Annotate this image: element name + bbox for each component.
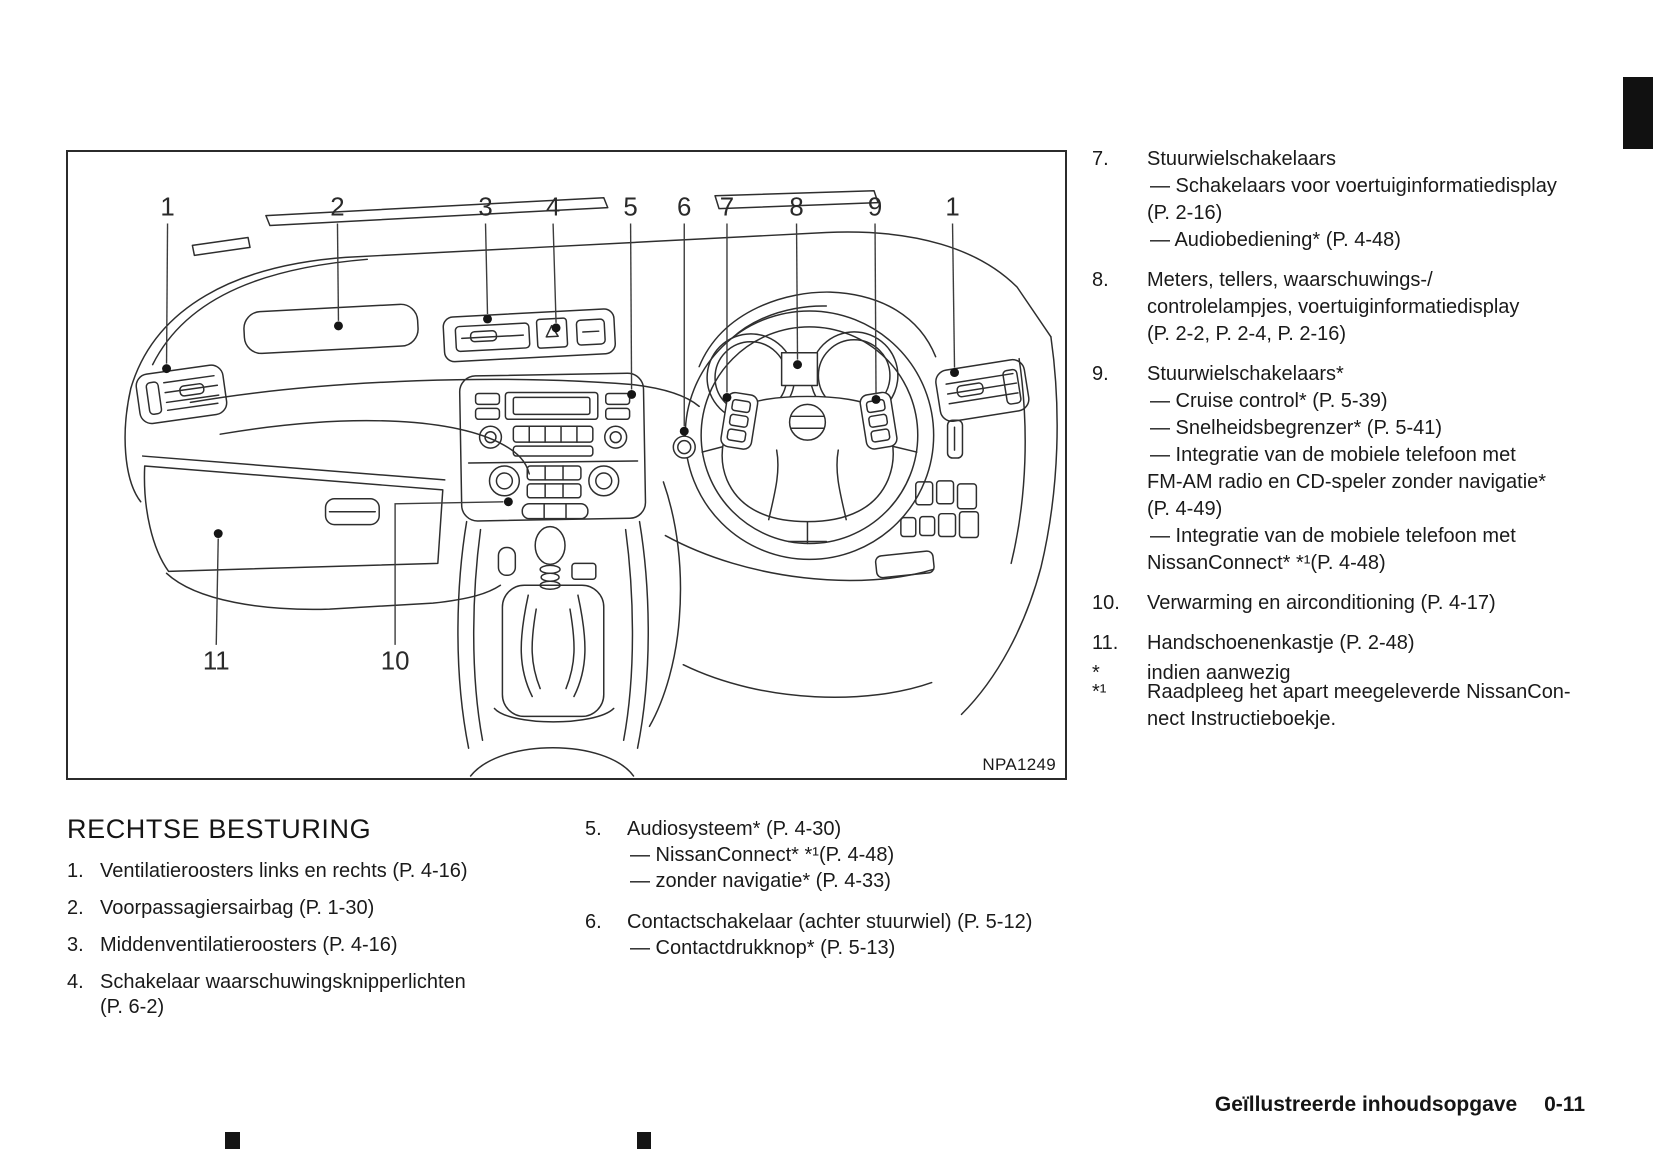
legend-item-number: 4.	[67, 971, 84, 993]
legend-column-right	[1092, 146, 1571, 735]
knee-panel	[665, 536, 934, 698]
legend-item	[1092, 361, 1571, 577]
legend-item-text: Middenventilatieroosters (P. 4-16)	[100, 934, 398, 956]
callout-label: 7	[719, 193, 735, 222]
legend-item-text: Stuurwielschakelaars* — Cruise control* (P. 5-39) — Snelheidsbegrenzer* (P. 5-41) — Integratie van de mobiele telefoon met FM-AM radio en CD-speler zonder navigatie* (P. 4-49) — Integratie van de mobiele telefoon met NissanConnect* *¹(P. 4-48)	[1147, 363, 1547, 574]
legend-item-number: 9.	[1092, 363, 1109, 385]
callout-11	[203, 529, 230, 676]
footer-section-title: Geïllustreerde inhoudsopgave	[1214, 1093, 1518, 1116]
callout-label: 6	[677, 193, 692, 222]
chapter-edge-tab	[1623, 77, 1653, 149]
callout-8	[789, 194, 803, 370]
callout-label: 4	[545, 193, 561, 222]
right-switch-panels	[901, 420, 979, 537]
legend-item	[67, 933, 468, 958]
passenger-airbag-panel	[243, 303, 419, 354]
callout-label: 1	[160, 193, 175, 222]
nissan-emblem	[790, 404, 826, 440]
legend-item	[1092, 146, 1571, 254]
print-registration-mark	[225, 1132, 240, 1149]
legend-item	[67, 896, 468, 921]
legend-item	[67, 970, 468, 1020]
callout-label: 5	[623, 193, 638, 222]
climate-controls	[489, 466, 618, 519]
legend-column-middle	[585, 816, 1032, 976]
audio-unit	[459, 373, 645, 521]
legend-item	[1092, 679, 1571, 733]
dashboard-cowl	[125, 232, 1057, 726]
callout-label: 8	[789, 193, 804, 222]
callout-1-left	[160, 194, 174, 373]
legend-item-text: Ventilatieroosters links en rechts (P. 4-16)	[100, 860, 468, 882]
callout-label: 1	[945, 193, 960, 222]
dashboard-figure-frame	[66, 150, 1067, 780]
callout-label: 9	[867, 193, 883, 222]
legend-item-number: 6.	[585, 911, 602, 933]
page-title: RECHTSE BESTURING	[67, 814, 372, 844]
legend-item-number: 11.	[1092, 632, 1119, 654]
legend-item-text: Handschoenenkastje (P. 2-48)	[1147, 632, 1415, 654]
legend-item	[1092, 267, 1571, 348]
gear-shifter	[494, 527, 613, 722]
callout-1-right	[945, 194, 959, 377]
legend-item	[585, 909, 1032, 961]
legend-item-number: *	[1092, 662, 1100, 684]
right-air-vent	[934, 358, 1030, 423]
legend-item-text: Contactschakelaar (achter stuurwiel) (P. 5-12) — Contactdrukknop* (P. 5-13)	[627, 911, 1033, 959]
vehicle-information-display	[782, 353, 818, 386]
figure-code: NPA1249	[982, 755, 1056, 774]
legend-item-text: Audiosysteem* (P. 4-30) — NissanConnect* *¹(P. 4-48) — zonder navigatie* (P. 4-33)	[627, 818, 895, 892]
legend-item-text: Schakelaar waarschuwingsknipperlichten (P. 6-2)	[100, 971, 466, 1018]
callout-label: 2	[330, 193, 345, 222]
legend-item	[1092, 590, 1571, 617]
legend-item-text: Voorpassagiersairbag (P. 1-30)	[100, 897, 375, 919]
legend-item-number: 7.	[1092, 148, 1109, 170]
callout-label: 11	[202, 647, 230, 676]
hazard-switch	[536, 318, 567, 348]
legend-column-left	[67, 859, 468, 1032]
callout-10	[381, 497, 513, 675]
defroster-vents	[192, 191, 878, 256]
center-air-vents	[443, 309, 616, 363]
legend-item	[585, 816, 1032, 894]
legend-item-number: 5.	[585, 818, 602, 840]
footer-page-number: 0-11	[1544, 1093, 1585, 1116]
legend-item-number: 8.	[1092, 269, 1109, 291]
legend-item-number: *¹	[1092, 681, 1107, 703]
legend-item-text: Meters, tellers, waarschuwings-/ controlelampjes, voertuiginformatiedisplay (P. 2-2, P. 2-4, P. 2-16)	[1147, 269, 1520, 345]
callout-5	[623, 194, 637, 399]
legend-item-number: 1.	[67, 860, 84, 882]
legend-item	[67, 859, 468, 884]
legend-item-text: Raadpleeg het apart meegeleverde NissanCon- nect Instructieboekje.	[1147, 681, 1571, 730]
legend-item-text: Verwarming en airconditioning (P. 4-17)	[1147, 592, 1496, 614]
ignition-push-button	[673, 436, 695, 458]
callout-3	[478, 194, 492, 324]
legend-item-text: indien aanwezig	[1147, 662, 1291, 684]
legend-item-number: 3.	[67, 934, 84, 956]
page-footer	[1215, 1093, 1585, 1117]
callout-label: 10	[380, 647, 410, 676]
print-registration-mark	[637, 1132, 651, 1149]
legend-item-number: 2.	[67, 897, 84, 919]
legend-item-number: 10.	[1092, 592, 1120, 614]
legend-item-text: Stuurwielschakelaars — Schakelaars voor voertuiginformatiedisplay (P. 2-16) — Audiobediening* (P. 4-48)	[1147, 148, 1557, 251]
dashboard-illustration	[68, 152, 1065, 778]
center-console	[458, 522, 648, 776]
left-air-vent	[135, 364, 229, 425]
callout-label: 3	[478, 193, 493, 222]
legend-item	[1092, 630, 1571, 657]
glove-box	[144, 466, 442, 571]
